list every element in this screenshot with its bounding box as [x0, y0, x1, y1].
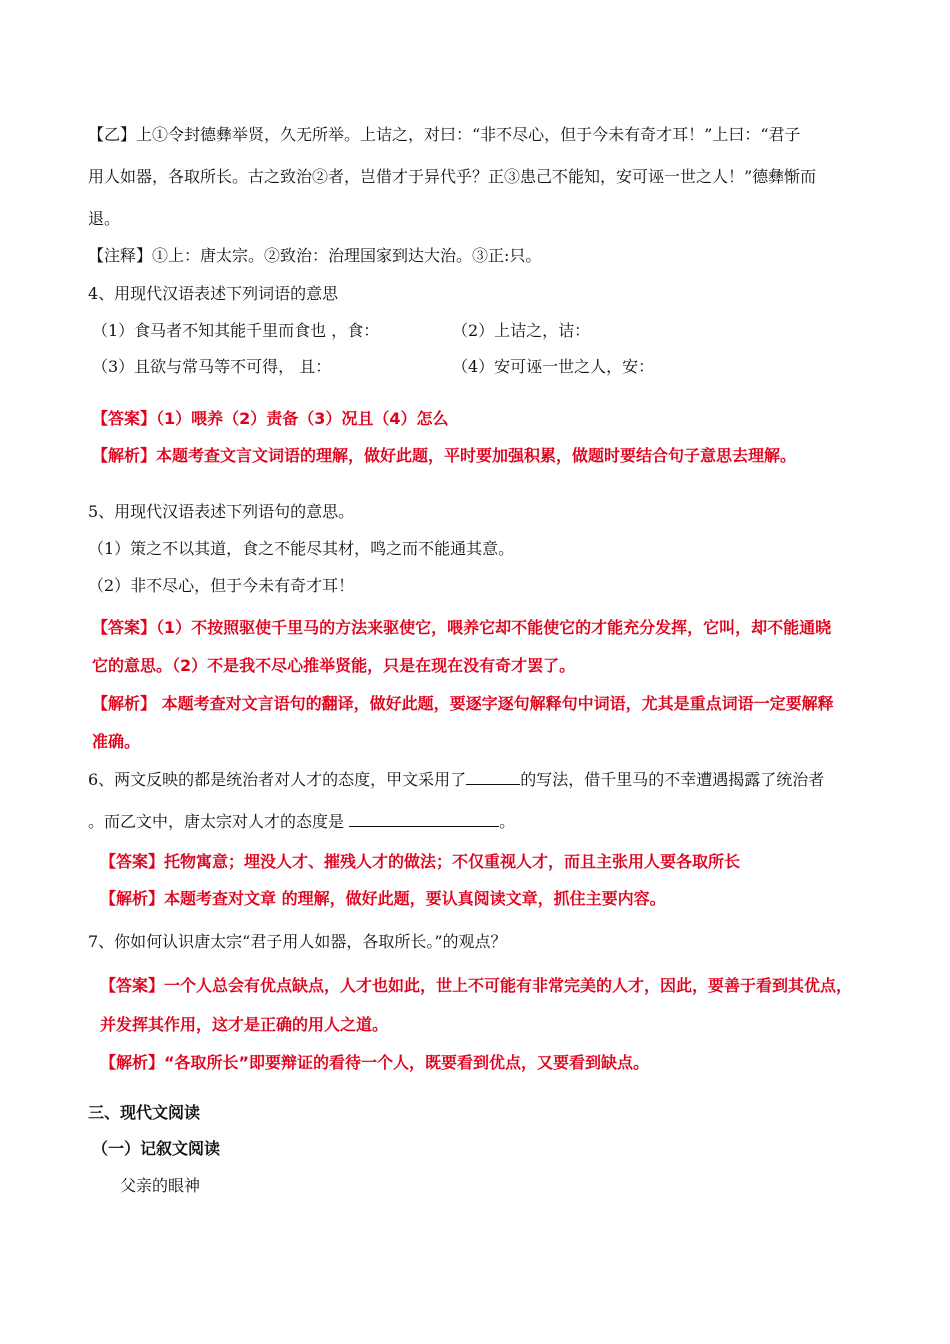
q6-stem-line-2: [88, 811, 515, 833]
q4-answer-text: （1）喂养（2）责备（3）况且（4）怎么: [156, 409, 449, 428]
q5-stem: 5、用现代汉语表述下列语句的意思。: [88, 502, 355, 521]
q6-analysis: [100, 888, 666, 910]
q6-stem-a: 6、两文反映的都是统治者对人才的态度，甲文采用了: [88, 770, 467, 789]
passage-yi-line-3: 退。: [88, 209, 121, 228]
q6-stem-b: 的写法，借千里马的不幸遭遇揭露了统治者: [520, 770, 825, 789]
q6-stem-c: 。而乙文中，唐太宗对人才的态度是: [88, 812, 350, 831]
analysis-tag: 【解析】: [92, 446, 157, 465]
section-3-title: 三、现代文阅读: [88, 1103, 201, 1122]
q4-item-1: （1）食马者不知其能千里而食也 ，食：: [92, 321, 380, 340]
q6-stem-line-1: [88, 769, 824, 791]
q7-answer-text-1: 一个人总会有优点缺点，人才也如此，世上不可能有非常完美的人才，因此，要善于看到其优点，: [164, 976, 853, 995]
q7-analysis: [100, 1052, 649, 1074]
q5-analysis-line-1: [92, 693, 834, 715]
q6-answer: [100, 851, 740, 873]
q7-answer-line-1: [100, 975, 852, 997]
answer-tag: 【答案】: [100, 852, 165, 871]
q4-item-4: （4）安可诬一世之人，安：: [452, 357, 655, 376]
q5-analysis-text-1: 本题考查对文言语句的翻译，做好此题，要逐字逐句解释句中词语，尤其是重点词语一定要解释: [156, 694, 834, 713]
q7-answer-line-2: 并发挥其作用，这才是正确的用人之道。: [100, 1015, 389, 1034]
section-3-subtitle: （一）记叙文阅读: [92, 1139, 221, 1158]
q4-stem: 4、用现代汉语表述下列词语的意思: [88, 284, 339, 303]
q6-stem-d: 。: [499, 812, 516, 831]
analysis-tag: 【解析】: [100, 1053, 165, 1072]
q5-answer-line-1: [92, 617, 831, 639]
q5-item-2: （2）非不尽心，但于今未有奇才耳！: [88, 576, 355, 595]
q5-answer-text-1: （1）不按照驱使千里马的方法来驱使它，喂养它却不能使它的才能充分发挥，它叫，却不能通晓: [156, 618, 832, 637]
q6-blank-1[interactable]: [466, 770, 520, 785]
q4-analysis-text: 本题考查文言文词语的理解，做好此题，平时要加强积累，做题时要结合句子意思去理解。: [156, 446, 797, 465]
answer-tag: 【答案】: [100, 976, 165, 995]
answer-tag: 【答案】: [92, 409, 157, 428]
q4-item-3: （3）且欲与常马等不可得， 且：: [92, 357, 332, 376]
q7-stem: 7、你如何认识唐太宗“君子用人如器，各取所长。”的观点？: [88, 932, 507, 951]
q4-answer: [92, 408, 449, 430]
q4-item-2: （2）上诘之，诘：: [452, 321, 591, 340]
answer-tag: 【答案】: [92, 618, 157, 637]
passage-yi-line-1: 【乙】上①令封德彝举贤，久无所举。上诘之，对曰：“非不尽心，但于今未有奇才耳！”上曰：“君子: [88, 125, 801, 144]
analysis-tag: 【解析】: [92, 694, 157, 713]
passage-yi-line-2: 用人如器，各取所长。古之致治②者，岂借才于异代乎？正③患己不能知，安可诬一世之人！”德彝惭而: [88, 167, 817, 186]
notes: 【注释】①上：唐太宗。②致治：治理国家到达大治。③正:只。: [88, 246, 542, 265]
q5-item-1: （1）策之不以其道，食之不能尽其材，鸣之而不能通其意。: [88, 539, 515, 558]
q6-blank-2[interactable]: [349, 812, 499, 827]
q5-analysis-line-2: 准确。: [92, 732, 141, 751]
analysis-tag: 【解析】: [100, 889, 165, 908]
q4-analysis: [92, 445, 796, 467]
q6-answer-text: 托物寓意；埋没人才、摧残人才的做法；不仅重视人才，而且主张用人要各取所长: [164, 852, 741, 871]
essay-title: 父亲的眼神: [120, 1176, 201, 1195]
q6-analysis-text: 本题考查对文章 的理解，做好此题，要认真阅读文章，抓住主要内容。: [164, 889, 666, 908]
q7-analysis-text: “各取所长”即要辩证的看待一个人，既要看到优点，又要看到缺点。: [164, 1053, 650, 1072]
q5-answer-line-2: 它的意思。（2）不是我不尽心推举贤能，只是在现在没有奇才罢了。: [92, 656, 576, 675]
